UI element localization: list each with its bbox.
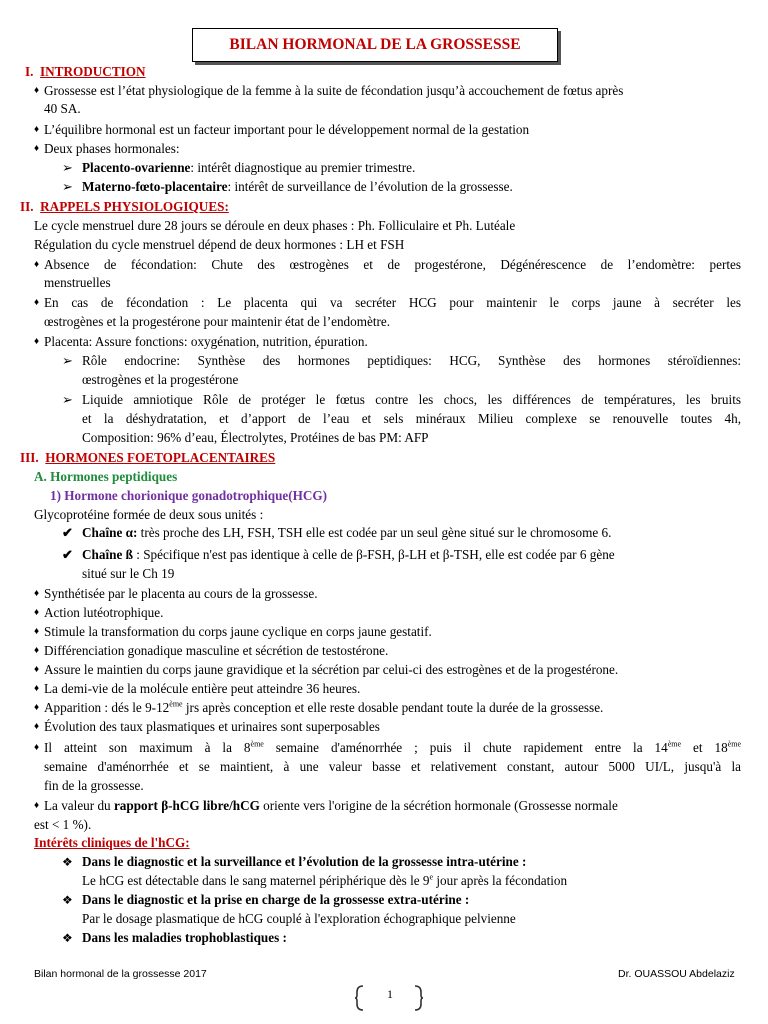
section-title: RAPPELS PHYSIOLOGIQUES:	[40, 199, 229, 214]
paragraph: menstruelles	[44, 275, 111, 290]
bullet-icon: ♦	[34, 721, 40, 732]
list-item: Chaîne ß : Spécifique n'est pas identique à celle de β-FSH, β-LH et β-TSH, elle est codée par 6 gène	[82, 547, 615, 562]
arrow-bullet-icon: ➢	[62, 179, 74, 194]
paragraph: Évolution des taux plasmatiques et urinaires sont superposables	[44, 719, 380, 734]
paragraph: Le hCG est détectable dans le sang maternel périphérique dès le 9e jour après la fécondation	[82, 872, 568, 888]
paragraph: 40 SA.	[44, 101, 81, 116]
bullet-icon: ♦	[34, 742, 40, 753]
bullet-icon: ♦	[34, 626, 40, 637]
list-item: Dans les maladies trophoblastiques :	[82, 930, 287, 945]
paragraph: Différenciation gonadique masculine et sécrétion de testostérone.	[44, 643, 389, 658]
list-item: Rôle endocrine: Synthèse des hormones peptidiques: HCG, Synthèse des hormones stéroïdiennes:	[82, 353, 741, 368]
list-item: Materno-fœto-placentaire: intérêt de surveillance de l’évolution de la grossesse.	[82, 179, 513, 194]
bullet-icon: ♦	[34, 124, 40, 135]
paragraph: Placenta: Assure fonctions: oxygénation, nutrition, épuration.	[44, 334, 368, 349]
section-num: III.	[20, 450, 39, 465]
diamond-bullet-icon: ❖	[62, 893, 73, 907]
bullet-icon: ♦	[34, 297, 40, 308]
paragraph: Apparition : dés le 9-12ème jrs après conception et elle reste dosable pendant toute la durée de la grossesse.	[44, 699, 604, 715]
section-num: I.	[25, 64, 34, 79]
paragraph: Régulation du cycle menstruel dépend de deux hormones : LH et FSH	[34, 237, 405, 252]
list-item: Chaîne α: très proche des LH, FSH, TSH elle est codée par un seul gène situé sur le chromosome 6.	[82, 525, 612, 540]
paragraph: Par le dosage plasmatique de hCG couplé à l'exploration échographique pelvienne	[82, 911, 516, 926]
arrow-bullet-icon: ➢	[62, 392, 74, 407]
section-2-heading	[20, 198, 229, 215]
paragraph: Glycoprotéine formée de deux sous unités :	[34, 507, 264, 522]
subsubsection-heading: 1) Hormone chorionique gonadotrophique(HCG)	[50, 488, 328, 503]
bullet-icon: ♦	[34, 645, 40, 656]
bullet-icon: ♦	[34, 588, 40, 599]
bullet-icon: ♦	[34, 683, 40, 694]
bullet-icon: ♦	[34, 259, 40, 270]
page-title: BILAN HORMONAL DE LA GROSSESSE	[192, 28, 558, 62]
paragraph: Absence de fécondation: Chute des œstrogènes et de progestérone, Dégénérescence de l’endomètre: pertes	[44, 257, 741, 272]
list-item: Composition: 96% d’eau, Électrolytes, Protéines de bas PM: AFP	[82, 430, 429, 445]
bullet-icon: ♦	[34, 800, 40, 811]
subsection-heading: A. Hormones peptidiques	[34, 469, 178, 484]
paragraph: Il atteint son maximum à la 8ème semaine d'aménorrhée ; puis il chute rapidement entre la 14ème et 18ème	[44, 739, 741, 755]
list-item: Dans le diagnostic et la prise en charge de la grossesse extra-utérine :	[82, 892, 470, 907]
list-item: situé sur le Ch 19	[82, 566, 175, 581]
diamond-bullet-icon: ❖	[62, 931, 73, 945]
paragraph: est < 1 %).	[34, 817, 92, 832]
paragraph: Action lutéotrophique.	[44, 605, 164, 620]
section-3-heading	[20, 449, 275, 466]
section-num: II.	[20, 199, 34, 214]
paragraph: La valeur du rapport β-hCG libre/hCG oriente vers l'origine de la sécrétion hormonale (Grossesse normale	[44, 798, 618, 813]
bullet-icon: ♦	[34, 336, 40, 347]
bullet-icon: ♦	[34, 607, 40, 618]
arrow-bullet-icon: ➢	[62, 160, 74, 175]
list-item: œstrogènes et la progestérone	[82, 372, 239, 387]
diamond-bullet-icon: ❖	[62, 855, 73, 869]
list-item: Dans le diagnostic et la surveillance et l’évolution de la grossesse intra-utérine :	[82, 854, 527, 869]
paragraph: Stimule la transformation du corps jaune cyclique en corps jaune gestatif.	[44, 624, 432, 639]
page-number: 1	[387, 987, 393, 1001]
list-item: Placento-ovarienne: intérêt diagnostique au premier trimestre.	[82, 160, 416, 175]
footer-left: Bilan hormonal de la grossesse 2017	[34, 968, 207, 980]
section-title: INTRODUCTION	[40, 64, 146, 79]
paragraph: En cas de fécondation : Le placenta qui va secréter HCG pour maintenir le corps jaune à secréter les	[44, 295, 741, 310]
paragraph: La demi-vie de la molécule entière peut atteindre 36 heures.	[44, 681, 361, 696]
section-title: HORMONES FOETOPLACENTAIRES	[45, 450, 276, 465]
bullet-icon: ♦	[34, 664, 40, 675]
section-1-heading	[25, 63, 146, 80]
paragraph: fin de la grossesse.	[44, 778, 144, 793]
paragraph: Assure le maintien du corps jaune gravidique et la sécrétion par celui-ci des estrogènes et de la progestérone.	[44, 662, 619, 677]
bullet-icon: ♦	[34, 143, 40, 154]
arrow-bullet-icon: ➢	[62, 353, 74, 368]
paragraph: Synthétisée par le placenta au cours de la grossesse.	[44, 586, 318, 601]
footer-right: Dr. OUASSOU Abdelaziz	[618, 968, 735, 980]
paragraph: semaine d'aménorrhée et se maintient, à une valeur basse et relativement constant, autour 5000 UI/L, jusqu'à la	[44, 759, 741, 774]
paragraph: œstrogènes et la progestérone pour maintenir état de l’endomètre.	[44, 314, 391, 329]
bullet-icon: ♦	[34, 702, 40, 713]
paragraph: L’équilibre hormonal est un facteur important pour le développement normal de la gestation	[44, 122, 530, 137]
paragraph: Le cycle menstruel dure 28 jours se déroule en deux phases : Ph. Folliculaire et Ph. Lutéale	[34, 218, 516, 233]
clinical-interest-heading: Intérêts cliniques de l'hCG:	[34, 835, 190, 850]
paragraph: Deux phases hormonales:	[44, 141, 180, 156]
bullet-icon: ♦	[34, 85, 40, 96]
list-item: Liquide amniotique Rôle de protéger le fœtus contre les chocs, les différences de températures, les bruits	[82, 392, 741, 407]
list-item: et la déshydratation, et d’apport de l’eau et sels minéraux Milieu complexe se renouvelle toutes 4h,	[82, 411, 741, 426]
paragraph: Grossesse est l’état physiologique de la femme à la suite de fécondation jusqu’à accouchement de fœtus après	[44, 83, 624, 98]
check-icon: ✔	[62, 525, 74, 540]
check-icon: ✔	[62, 547, 74, 562]
